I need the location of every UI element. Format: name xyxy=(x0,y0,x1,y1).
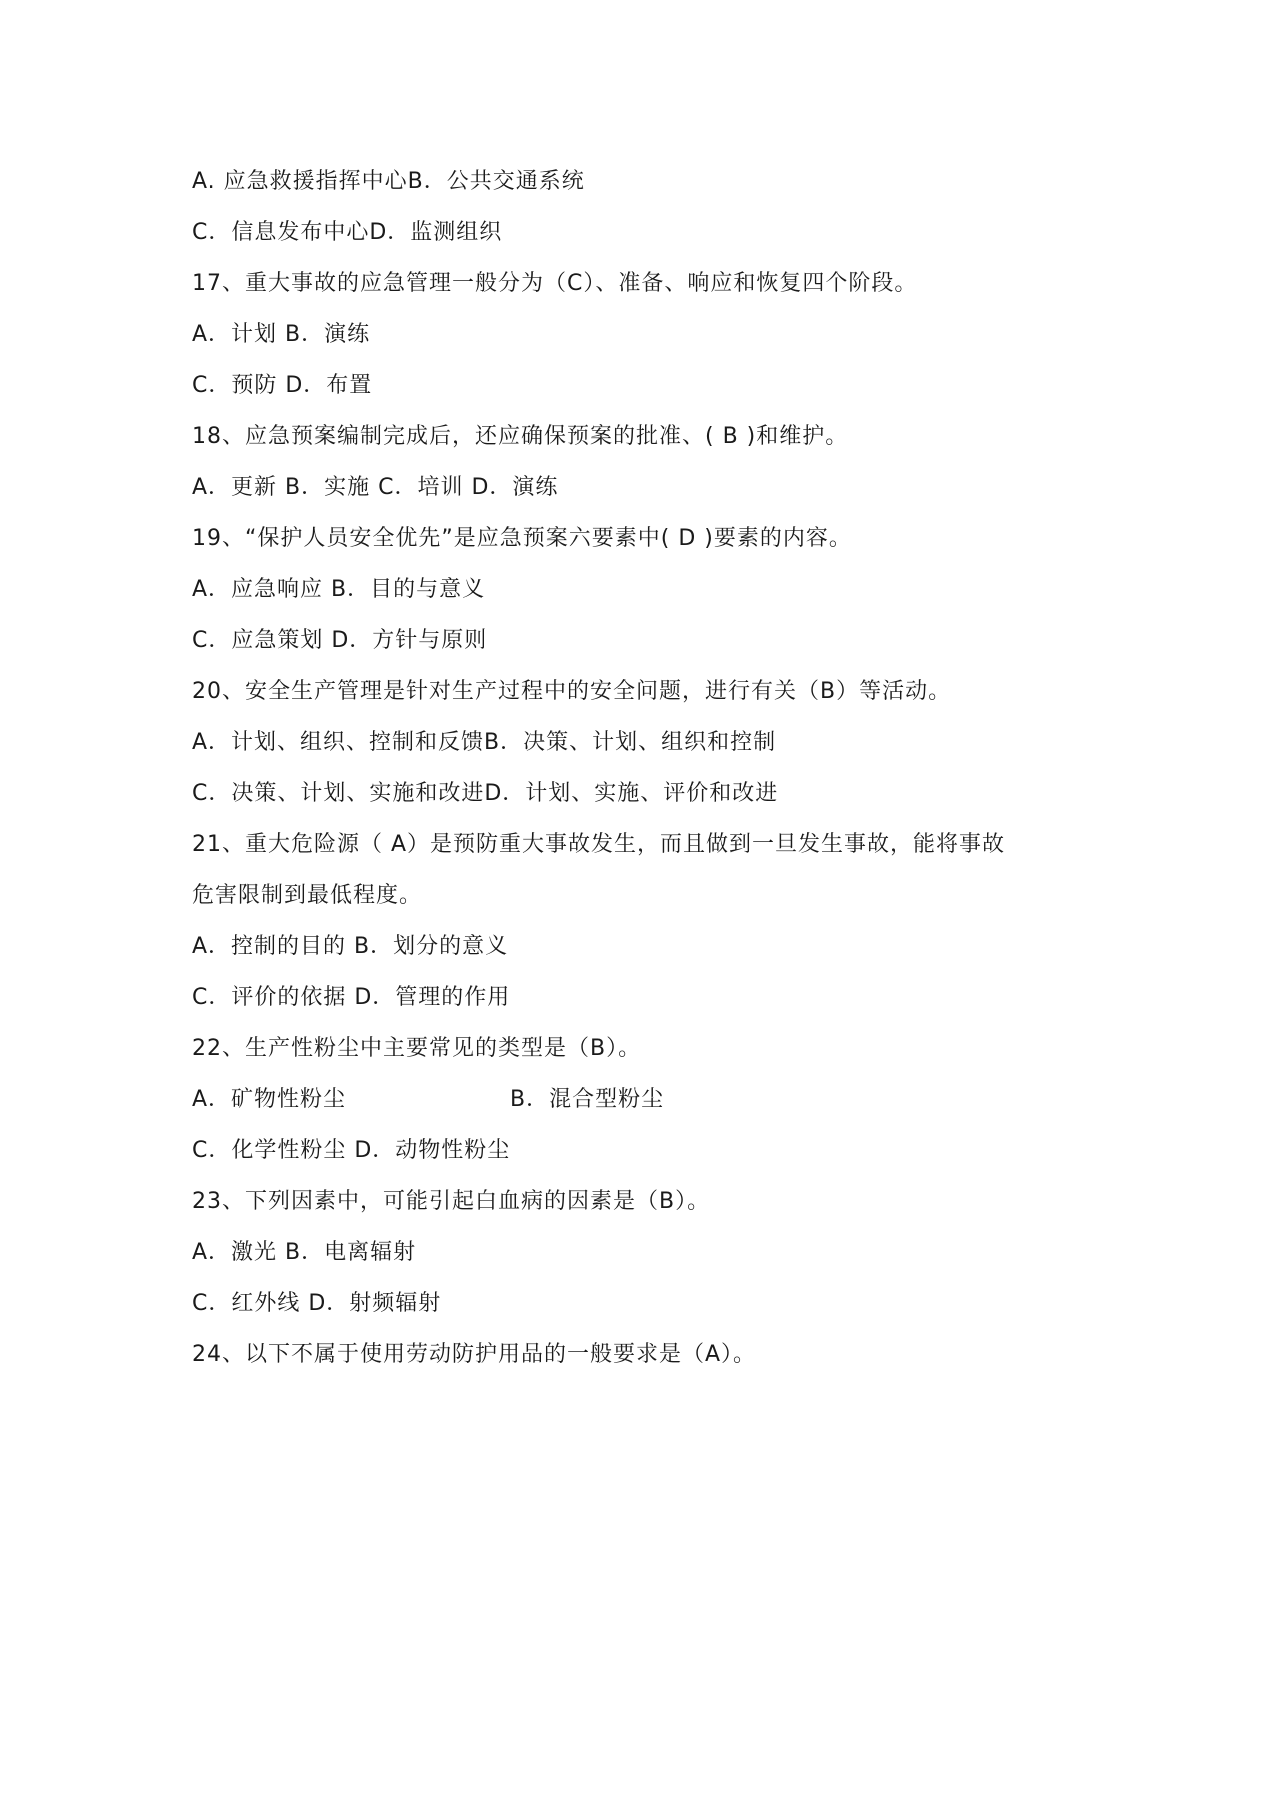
question-list xyxy=(192,156,1092,1380)
q18-options: A．更新 B．实施 C．培训 D．演练 xyxy=(192,475,559,500)
q21-question: 21、重大危险源（ A）是预防重大事故发生，而且做到一旦发生事故，能将事故 xyxy=(192,832,1006,857)
q21-question-cont: 危害限制到最低程度。 xyxy=(192,883,423,908)
q22-options-cd: C．化学性粉尘 D．动物性粉尘 xyxy=(192,1138,511,1163)
q23-options-ab: A．激光 B．电离辐射 xyxy=(192,1240,417,1265)
q24-question: 24、以下不属于使用劳动防护用品的一般要求是（A）。 xyxy=(192,1342,757,1367)
q21-options-ab: A．控制的目的 B．划分的意义 xyxy=(192,934,509,959)
q22-options-ab xyxy=(192,1074,1092,1125)
q20-options-ab: A．计划、组织、控制和反馈B．决策、计划、组织和控制 xyxy=(192,730,777,755)
q16-options-cd: C．信息发布中心D．监测组织 xyxy=(192,220,503,245)
q17-question: 17、重大事故的应急管理一般分为（C）、准备、响应和恢复四个阶段。 xyxy=(192,271,918,296)
q21-options-cd: C．评价的依据 D．管理的作用 xyxy=(192,985,511,1010)
q18-question: 18、应急预案编制完成后，还应确保预案的批准、( B )和维护。 xyxy=(192,424,849,449)
q19-options-ab: A．应急响应 B．目的与意义 xyxy=(192,577,486,602)
q19-options-cd: C．应急策划 D．方针与原则 xyxy=(192,628,488,653)
q23-question: 23、下列因素中，可能引起白血病的因素是（B）。 xyxy=(192,1189,711,1214)
q17-options-ab: A．计划 B．演练 xyxy=(192,322,371,347)
q19-question: 19、“保护人员安全优先”是应急预案六要素中( D )要素的内容。 xyxy=(192,526,852,551)
q22-option-a: A．矿物性粉尘 xyxy=(192,1087,347,1112)
q16-options-ab: A. 应急救援指挥中心B．公共交通系统 xyxy=(192,169,585,194)
q17-options-cd: C．预防 D．布置 xyxy=(192,373,373,398)
q22-question: 22、生产性粉尘中主要常见的类型是（B）。 xyxy=(192,1036,642,1061)
q23-options-cd: C．红外线 D．射频辐射 xyxy=(192,1291,442,1316)
q20-options-cd: C．决策、计划、实施和改进D．计划、实施、评价和改进 xyxy=(192,781,779,806)
q22-option-b: B．混合型粉尘 xyxy=(510,1087,665,1112)
q20-question: 20、安全生产管理是针对生产过程中的安全问题，进行有关（B）等活动。 xyxy=(192,679,952,704)
